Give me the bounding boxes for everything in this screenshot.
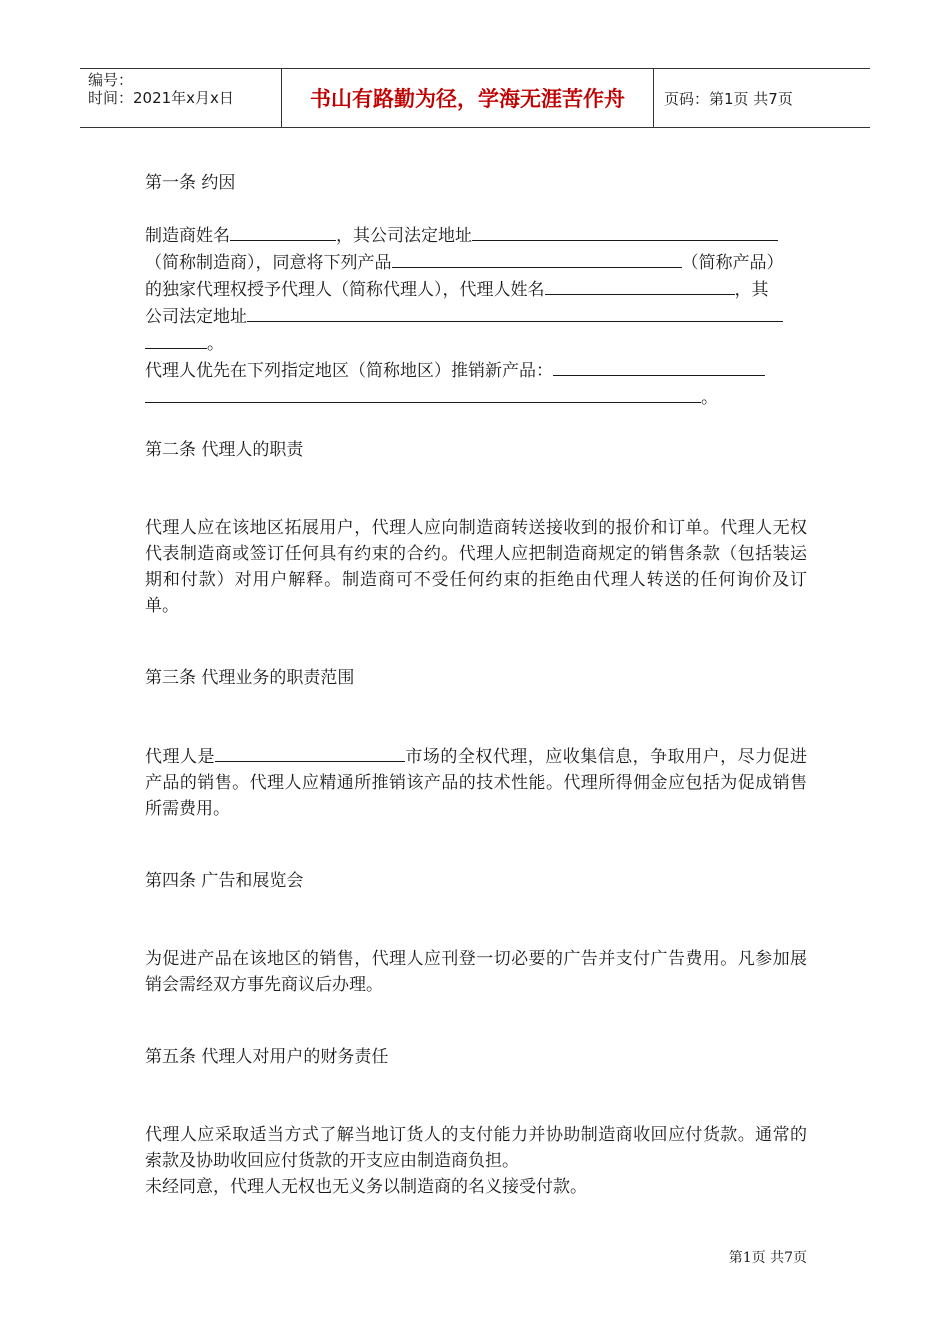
a1-text: （简称产品）: [681, 253, 784, 273]
a3-text: 代理人是: [145, 747, 215, 767]
article-1-body: [145, 222, 807, 411]
a1-text: 制造商姓名: [145, 226, 230, 246]
article-5-body: 代理人应采取适当方式了解当地订货人的支付能力并协助制造商收回应付货款。通常的索款及协助收回应付货款的开支应由制造商负担。: [145, 1125, 807, 1171]
article-2-body: 代理人应在该地区拓展用户，代理人应向制造商转送接收到的报价和订单。代理人无权代表制造商或签订任何具有约束的合约。代理人应把制造商规定的销售条款（包括装运期和付款）对用户解释。制造商可不受任何约束的拒绝由代理人转送的任何询价及订单。: [145, 518, 807, 616]
article-3-title: 第三条 代理业务的职责范围: [145, 668, 355, 688]
header-meta: [80, 69, 282, 127]
a1-text: ，其公司法定地址: [336, 226, 472, 246]
page-footer: 第1页 共7页: [728, 1250, 807, 1266]
a3-text: 市场的全权代理，应收集信息，争取用户，尽力促进产品的销售。代理人应精通所推销该产品的技术性能。代理所得佣金应包括为促成销售所需费用。: [145, 747, 808, 819]
a1-text: ，其: [734, 280, 769, 300]
a1-text: （简称制造商），同意将下列产品: [145, 253, 392, 273]
a1-text: 公司法定地址: [145, 307, 247, 327]
header-page-number: 页码：第1页 共7页: [664, 89, 793, 108]
territory-blank[interactable]: [553, 357, 765, 376]
page-header: [80, 68, 870, 128]
a1-text: 的独家代理权授予代理人（简称代理人），代理人姓名: [145, 280, 545, 300]
agent-address-blank-cont[interactable]: [145, 330, 207, 349]
article-1-title: 第一条 约因: [145, 173, 236, 193]
article-4-body: 为促进产品在该地区的销售，代理人应刊登一切必要的广告并支付广告费用。凡参加展销会需经双方事先商议后办理。: [145, 949, 807, 995]
manufacturer-address-blank[interactable]: [472, 222, 778, 241]
article-5-title: 第五条 代理人对用户的财务责任: [145, 1047, 389, 1067]
a1-text: 。: [207, 334, 224, 354]
agent-name-blank[interactable]: [545, 276, 735, 295]
product-blank[interactable]: [392, 249, 682, 268]
agent-address-blank[interactable]: [247, 303, 783, 322]
header-motto: 书山有路勤为径，学海无涯苦作舟: [282, 69, 654, 127]
market-blank[interactable]: [215, 743, 405, 762]
document-number-label: 编号：: [88, 71, 134, 89]
article-2-title: 第二条 代理人的职责: [145, 440, 304, 460]
document-body: [145, 170, 807, 1200]
article-5-body-2: 未经同意，代理人无权也无义务以制造商的名义接受付款。: [145, 1177, 587, 1197]
article-4-title: 第四条 广告和展览会: [145, 871, 304, 891]
document-date: 时间：2021年x月x日: [88, 89, 234, 107]
territory-blank-cont[interactable]: [145, 384, 701, 403]
a1-text: 。: [701, 388, 718, 408]
manufacturer-name-blank[interactable]: [230, 222, 336, 241]
a1-text: 代理人优先在下列指定地区（简称地区）推销新产品：: [145, 361, 553, 381]
article-3-body: [145, 743, 807, 822]
